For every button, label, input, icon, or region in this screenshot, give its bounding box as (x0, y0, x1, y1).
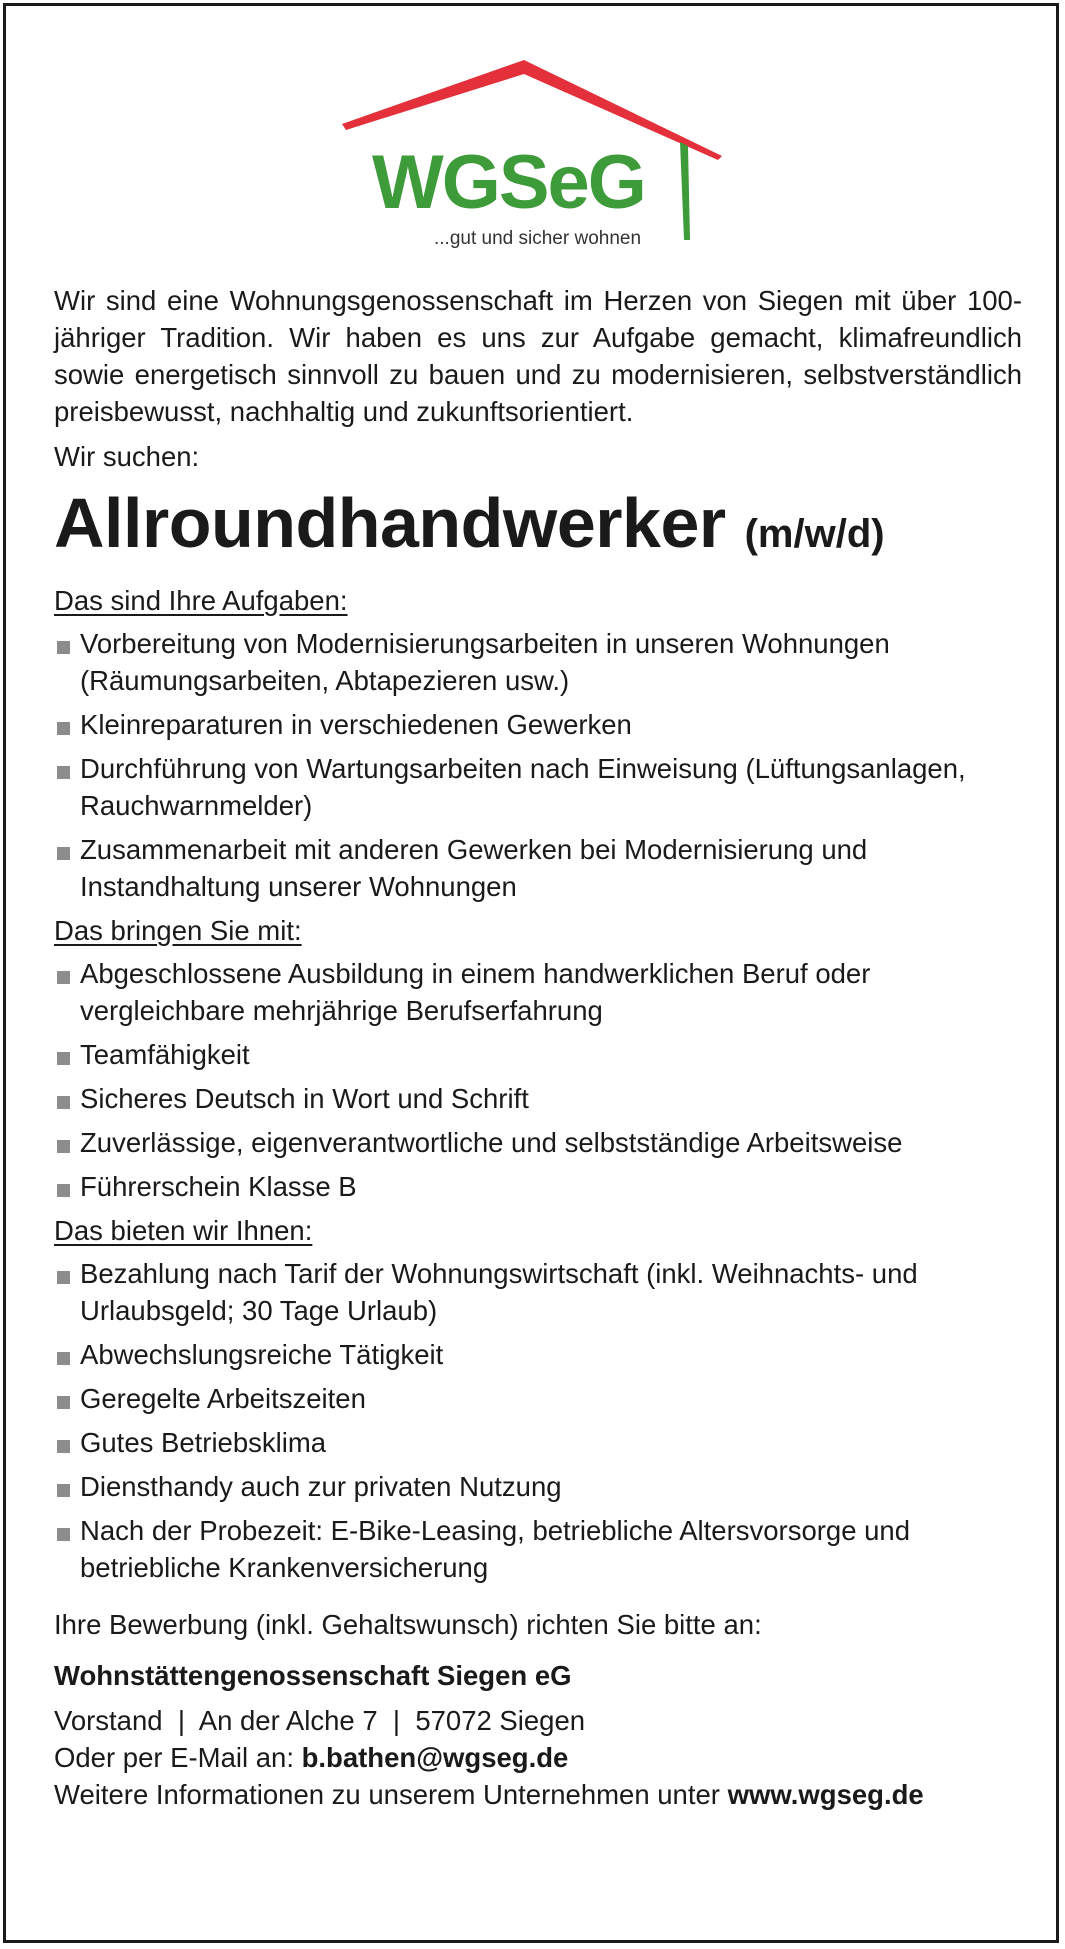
company-name: Wohnstättengenossenschaft Siegen eG (54, 1660, 572, 1691)
wgseg-logo (336, 60, 726, 260)
list-item (54, 1512, 1022, 1586)
bullet-square-icon (57, 1396, 70, 1409)
list-item-text: Nach der Probezeit: E-Bike-Leasing, betriebliche Altersvorsorge und betriebliche Krankenversicherung (80, 1515, 911, 1583)
list-item-text: Zuverlässige, eigenverantwortliche und selbstständige Arbeitsweise (80, 1127, 903, 1158)
website-link[interactable]: www.wgseg.de (727, 1779, 924, 1810)
list-item (54, 1468, 1022, 1505)
bullet-square-icon (57, 1052, 70, 1065)
list-item (54, 1336, 1022, 1373)
bullet-square-icon (57, 1352, 70, 1365)
company-address: Vorstand | An der Alche 7 | 57072 Siegen (54, 1705, 586, 1736)
list-item-text: Abgeschlossene Ausbildung in einem handwerklichen Beruf oder vergleichbare mehrjährige Berufserfahrung (80, 958, 871, 1026)
list-item (54, 706, 1022, 743)
website-prefix: Weitere Informationen zu unserem Unternehmen unter (54, 1779, 728, 1810)
bullet-square-icon (57, 641, 70, 654)
list-item (54, 955, 1022, 1029)
list-item-text: Abwechslungsreiche Tätigkeit (80, 1339, 444, 1370)
requirements-list (54, 955, 1022, 1205)
email-link[interactable]: b.bathen@wgseg.de (301, 1742, 569, 1773)
job-title-suffix: (m/w/d) (744, 512, 885, 556)
ad-frame (3, 3, 1059, 1943)
list-item (54, 750, 1022, 824)
application-prompt: Ihre Bewerbung (inkl. Gehaltswunsch) richten Sie bitte an: (54, 1609, 762, 1640)
email-prefix: Oder per E-Mail an: (54, 1742, 302, 1773)
list-item (54, 1124, 1022, 1161)
benefits-list (54, 1255, 1022, 1586)
logo-brand: WGSeG (372, 140, 645, 225)
section-heading-tasks: Das sind Ihre Aufgaben: (54, 585, 348, 616)
list-item-text: Gutes Betriebsklima (80, 1427, 327, 1458)
logo-tagline: ...gut und sicher wohnen (434, 228, 642, 249)
ad-content (54, 282, 1022, 1813)
email-line (54, 1739, 1022, 1776)
bullet-square-icon (57, 1096, 70, 1109)
website-line (54, 1776, 1022, 1813)
bullet-square-icon (57, 1184, 70, 1197)
list-item (54, 1168, 1022, 1205)
search-label: Wir suchen: (54, 441, 200, 472)
bullet-square-icon (57, 1528, 70, 1541)
bullet-square-icon (57, 1140, 70, 1153)
list-item-text: Durchführung von Wartungsarbeiten nach Einweisung (Lüftungsanlagen, Rauchwarnmelder) (80, 753, 966, 821)
bullet-square-icon (57, 847, 70, 860)
list-item-text: Kleinreparaturen in verschiedenen Gewerken (80, 709, 632, 740)
list-item (54, 1424, 1022, 1461)
list-item-text: Diensthandy auch zur privaten Nutzung (80, 1471, 562, 1502)
list-item (54, 1255, 1022, 1329)
intro-text: Wir sind eine Wohnungsgenossenschaft im Herzen von Siegen mit über 100-jähriger Tradition. Wir haben es uns zur Aufgabe gemacht, klimafreundlich sowie energetisch sinnvoll zu bauen und zu modernisieren, selbstverständlich preisbewusst, nachhaltig und zukunftsorientiert. (54, 285, 1022, 427)
bullet-square-icon (57, 971, 70, 984)
list-item (54, 1380, 1022, 1417)
list-item (54, 831, 1022, 905)
job-title-main: Allroundhandwerker (54, 484, 726, 562)
bullet-square-icon (57, 1484, 70, 1497)
bullet-square-icon (57, 766, 70, 779)
job-title (54, 481, 1022, 576)
list-item-text: Teamfähigkeit (80, 1039, 250, 1070)
list-item (54, 1080, 1022, 1117)
bullet-square-icon (57, 722, 70, 735)
list-item-text: Zusammenarbeit mit anderen Gewerken bei Modernisierung und Instandhaltung unserer Wohnungen (80, 834, 868, 902)
list-item-text: Vorbereitung von Modernisierungsarbeiten in unseren Wohnungen (Räumungsarbeiten, Abtapezieren usw.) (80, 628, 890, 696)
list-item (54, 1036, 1022, 1073)
list-item-text: Führerschein Klasse B (80, 1171, 357, 1202)
list-item-text: Geregelte Arbeitszeiten (80, 1383, 366, 1414)
section-heading-requirements: Das bringen Sie mit: (54, 915, 302, 946)
section-heading-benefits: Das bieten wir Ihnen: (54, 1215, 313, 1246)
roof-wall-icon (680, 142, 690, 240)
list-item (54, 625, 1022, 699)
bullet-square-icon (57, 1271, 70, 1284)
tasks-list (54, 625, 1022, 905)
list-item-text: Sicheres Deutsch in Wort und Schrift (80, 1083, 529, 1114)
bullet-square-icon (57, 1440, 70, 1453)
list-item-text: Bezahlung nach Tarif der Wohnungswirtschaft (inkl. Weihnachts- und Urlaubsgeld; 30 Tage Urlaub) (80, 1258, 918, 1326)
